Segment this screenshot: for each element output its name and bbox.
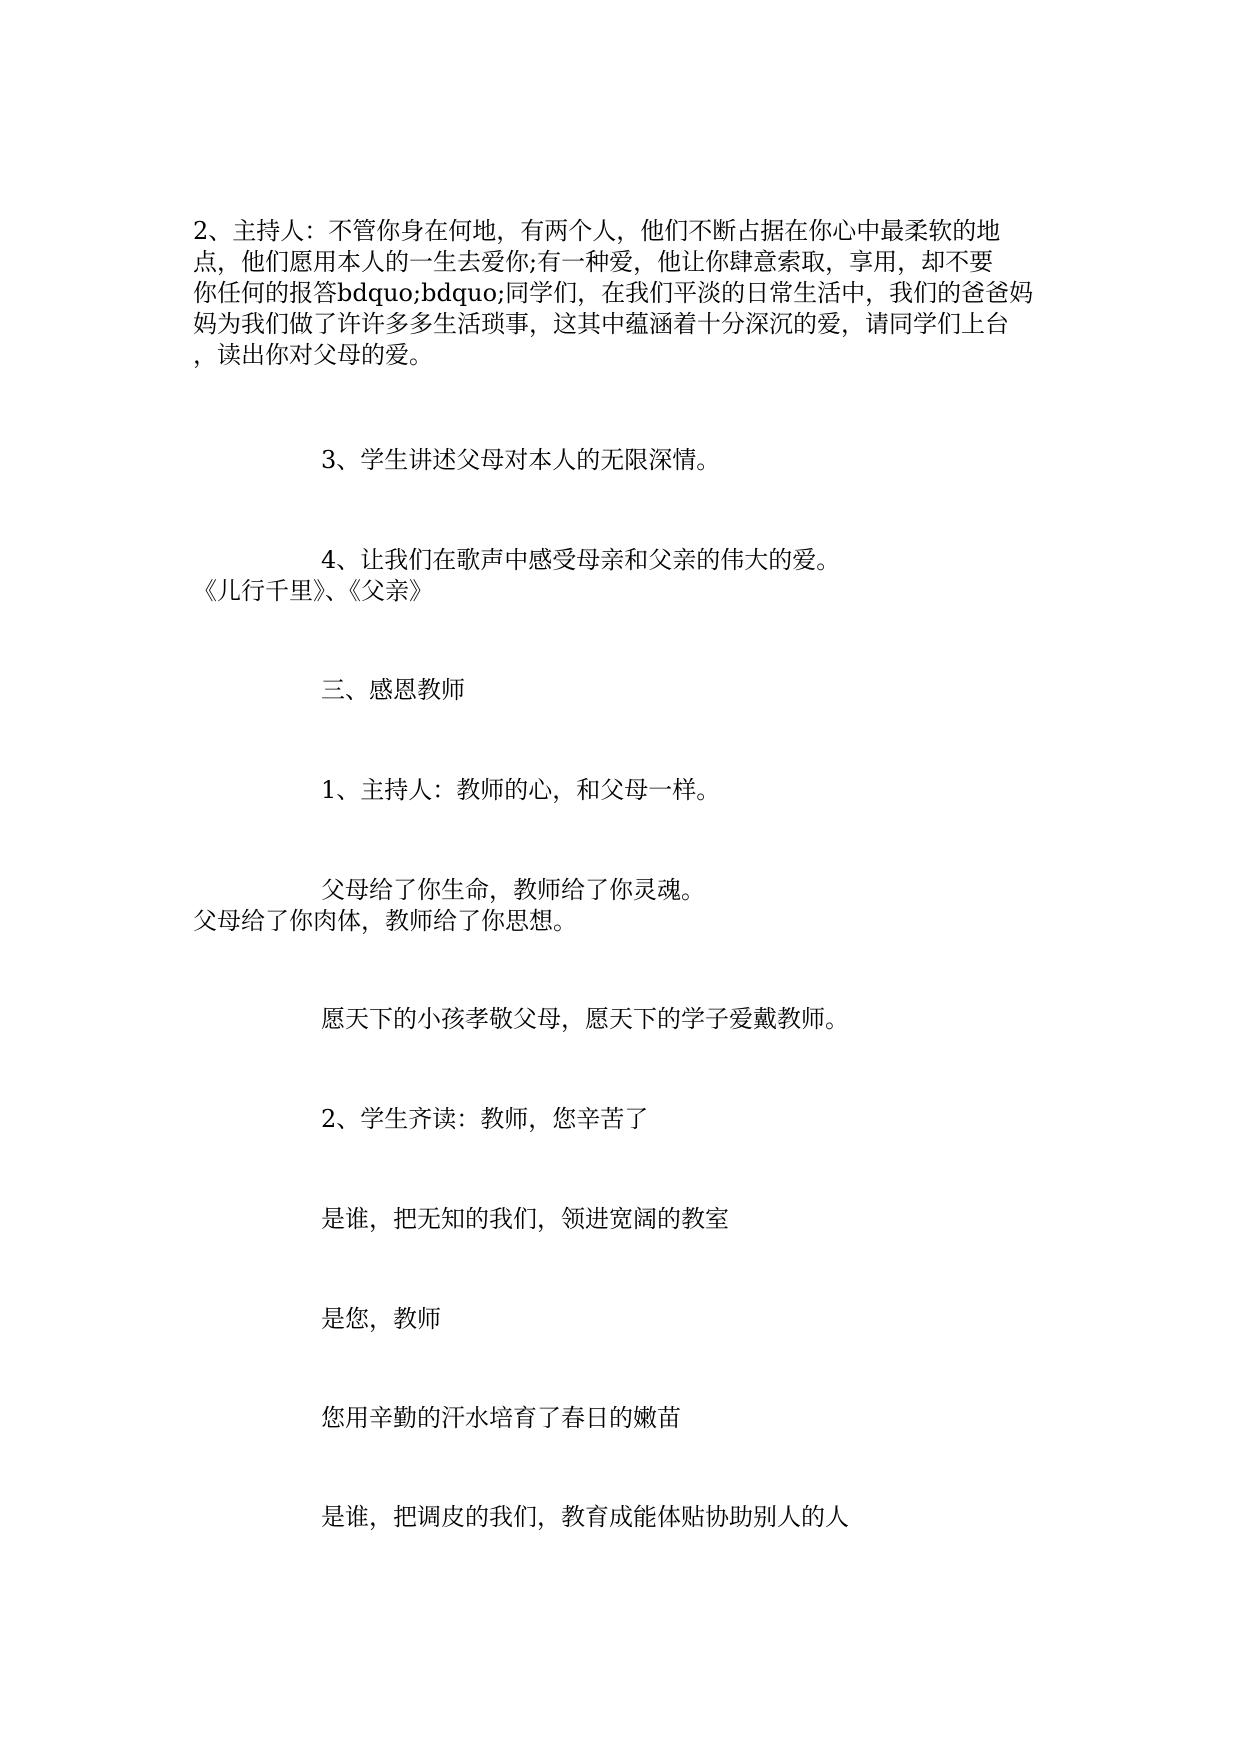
paragraph-songs [193,545,1053,607]
paragraph-recital-title [193,1104,1053,1135]
text-line: 父母给了你生命，教师给了你灵魂。 [321,876,705,904]
section-heading-thank-teachers [193,675,1053,706]
text-line: 你任何的报答bdquo;bdquo;同学们，在我们平淡的日常生活中，我们的爸爸妈 [193,279,1034,307]
paragraph-recital-line [193,1304,1053,1335]
paragraph-recital-line [193,1204,1053,1235]
text-line: 3、学生讲述父母对本人的无限深情。 [321,446,721,474]
text-line: 2、学生齐读：教师，您辛苦了 [321,1105,649,1133]
text-line: 点，他们愿用本人的一生去爱你;有一种爱，他让你肆意索取，享用，却不要 [193,248,994,276]
paragraph-recital-line [193,1502,1053,1533]
text-line: 2、主持人：不管你身在何地，有两个人，他们不断占据在你心中最柔软的地 [193,217,1001,245]
text-line: 三、感恩教师 [321,676,465,704]
text-line: 1、主持人：教师的心，和父母一样。 [321,776,721,804]
paragraph-recital-line [193,1403,1053,1434]
paragraph-host-intro [193,216,1053,371]
text-line: 《儿行千里》、《父亲》 [193,577,433,605]
text-line: ，读出你对父母的爱。 [193,341,433,369]
text-line: 是您，教师 [321,1305,441,1333]
text-line: 4、让我们在歌声中感受母亲和父亲的伟大的爱。 [321,546,841,574]
paragraph-wish [193,1004,1053,1035]
text-line: 父母给了你肉体，教师给了你思想。 [193,907,577,935]
text-line: 是谁，把无知的我们，领进宽阔的教室 [321,1205,729,1233]
text-line: 是谁，把调皮的我们，教育成能体贴协助别人的人 [321,1503,849,1531]
text-line: 妈为我们做了许许多多生活琐事，这其中蕴涵着十分深沉的爱，请同学们上台 [193,310,1009,338]
paragraph-host-teacher [193,775,1053,806]
paragraph-parents-teachers [193,875,1053,937]
text-line: 愿天下的小孩孝敬父母，愿天下的学子爱戴教师。 [321,1005,849,1033]
text-line: 您用辛勤的汗水培育了春日的嫩苗 [321,1404,681,1432]
paragraph-student-narration [193,445,1053,476]
